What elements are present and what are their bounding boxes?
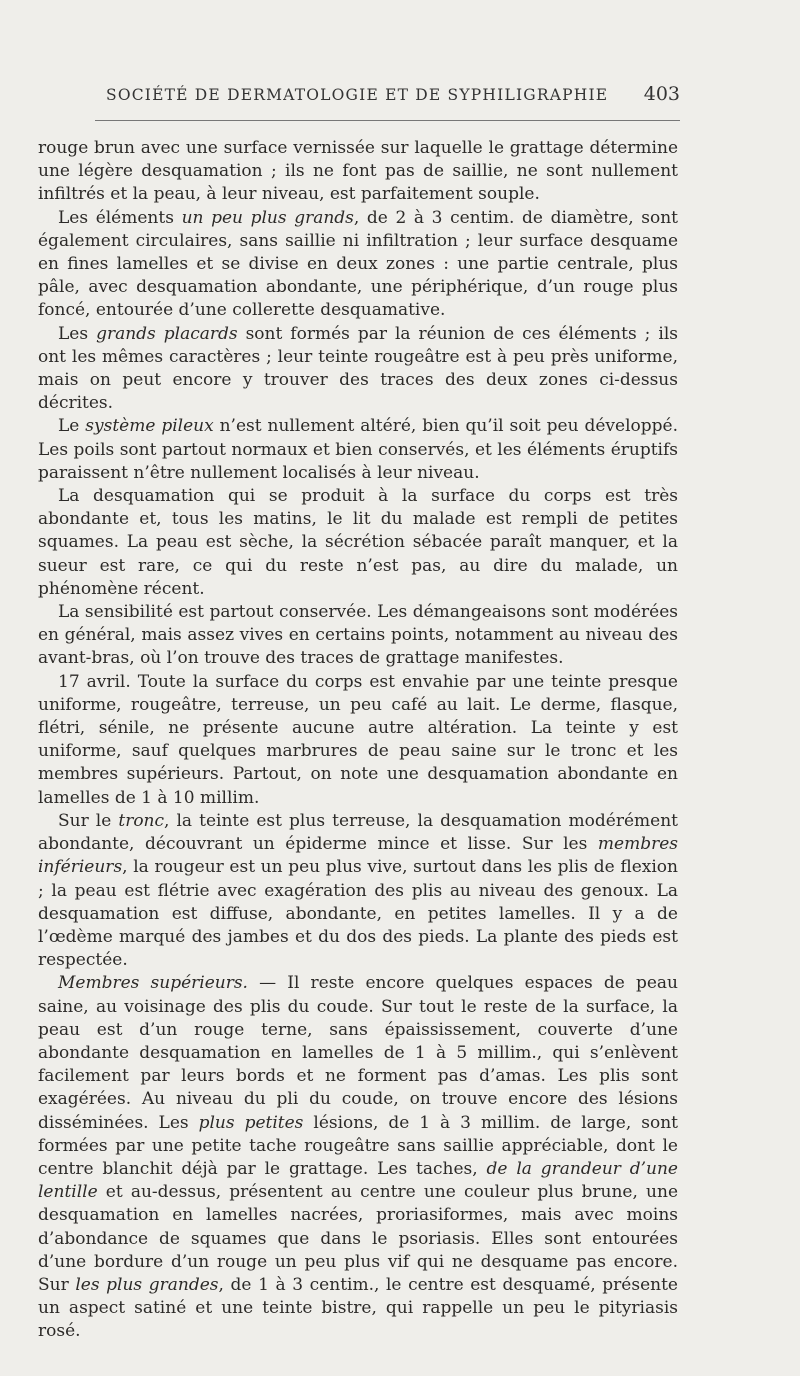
paragraph	[38, 323, 678, 416]
paragraph	[38, 415, 678, 485]
text-run: — Il reste encore quelques espaces de peau saine, au voisinage des plis du coude. Sur tout le reste de la surface, la peau est d’un rouge terne, sans épaississement, couverte d’une abondante desquamation en lamelles de 1 à 5 millim., qui s’enlèvent facilement par leurs bords et ne forment pas d’amas. Les plis sont exagérées. Au niveau du pli du coude, on trouve encore des lésions disséminées. Les	[38, 973, 678, 1133]
text-run: La sensibilité est partout conservée. Les démangeaisons sont modérées en général, mais assez vives en certains points, notamment au niveau des avant-bras, où l’on trouve des traces de grattage manifestes.	[38, 602, 678, 669]
running-title: SOCIÉTÉ DE DERMATOLOGIE ET DE SYPHILIGRAPHIE	[106, 86, 609, 104]
text-run: La desquamation qui se produit à la surface du corps est très abondante et, tous les matins, le lit du malade est rempli de petites squames. La peau est sèche, la sécrétion sébacée paraît manquer, et la sueur est rare, ce qui du reste n’est pas, au dire du malade, un phénomène récent.	[38, 486, 678, 599]
paragraph	[38, 810, 678, 972]
text-run: lésions, de 1 à 3 millim. de large, sont formées par une petite tache rougeâtre sans saillie appréciable, dont le centre blanchit déjà par le grattage. Les taches,	[38, 1112, 678, 1179]
italic-text: plus petites	[198, 1112, 304, 1133]
italic-text: les plus grandes	[75, 1274, 219, 1295]
paragraph	[38, 671, 678, 810]
paragraph	[38, 601, 678, 671]
text-run: , la teinte est plus terreuse, la desquamation modérément abondante, découvrant un épiderme mince et lisse. Sur les	[38, 810, 679, 855]
text-run: Les éléments	[58, 207, 182, 228]
text-run: Le	[58, 416, 86, 437]
italic-text: grands placards	[96, 323, 238, 344]
italic-text: un peu plus grands	[181, 207, 354, 228]
text-run: Sur le	[58, 810, 119, 831]
header-rule	[95, 120, 680, 121]
text-run: , de 2 à 3 centim. de diamètre, sont également circulaires, sans saillie ni infiltration ; leur surface desquame en fines lamelles et se divise en deux zones : une partie centrale, plus pâle, avec desquamation abondante, une périphérique, d’un rouge plus foncé, entourée d’une collerette desquamative.	[38, 207, 678, 321]
text-run: 17 avril. Toute la surface du corps est envahie par une teinte presque uniforme, rougeâtre, terreuse, un peu café au lait. Le derme, flasque, flétri, sénile, ne présente aucune autre altération. La teinte y est uniforme, sauf quelques marbrures de peau saine sur le tronc et les membres supérieurs. Partout, on note une desquamation abondante en lamelles de 1 à 10 millim.	[38, 671, 678, 808]
paragraph	[38, 485, 678, 601]
text-run: , de 1 à 3 centim., le centre est desquamé, présente un aspect satiné et une teinte bistre, qui rappelle un peu le pityriasis rosé.	[38, 1274, 678, 1342]
paragraph	[38, 137, 678, 207]
paragraph	[38, 972, 678, 1343]
italic-text: tronc	[118, 810, 165, 831]
body-text	[38, 137, 678, 1344]
paragraph	[38, 207, 678, 323]
italic-text: Membres supérieurs.	[58, 973, 248, 994]
page-header	[96, 80, 680, 110]
italic-text: membres inférieurs	[38, 834, 678, 878]
text-run: rouge brun avec une surface vernissée sur laquelle le grattage détermine une légère desquamation ; ils ne font pas de saillie, ne sont nullement infiltrés et la peau, à leur niveau, est parfaitement souple.	[38, 138, 678, 205]
page-number: 403	[643, 83, 680, 105]
text-run: Les	[58, 323, 97, 344]
text-run: sont formés par la réunion de ces éléments ; ils ont les mêmes caractères ; leur teinte rougeâtre est à peu près uniforme, mais on peut encore y trouver des traces des deux zones ci-dessus décrites.	[38, 323, 678, 414]
text-run: , la rougeur est un peu plus vive, surtout dans les plis de flexion ; la peau est flétrie avec exagération des plis au niveau des genoux. La desquamation est diffuse, abondante, en petites lamelles. Il y a de l’œdème marqué des jambes et du dos des pieds. La plante des pieds est respectée.	[38, 857, 678, 971]
italic-text: de la grandeur d’une lentille	[38, 1158, 678, 1203]
text-run: et au-dessus, présentent au centre une couleur plus brune, une desquamation en lamelles nacrées, proriasiformes, mais avec moins d’abondance de squames que dans le psoriasis. Elles sont entourées d’une bordure d’un rouge un peu plus vif qui ne desquame pas encore. Sur	[38, 1182, 678, 1295]
italic-text: système pileux	[85, 416, 214, 437]
text-run: n’est nullement altéré, bien qu’il soit peu développé. Les poils sont partout normaux et bien conservés, et les éléments éruptifs paraissent n’être nullement localisés à leur niveau.	[38, 416, 678, 483]
